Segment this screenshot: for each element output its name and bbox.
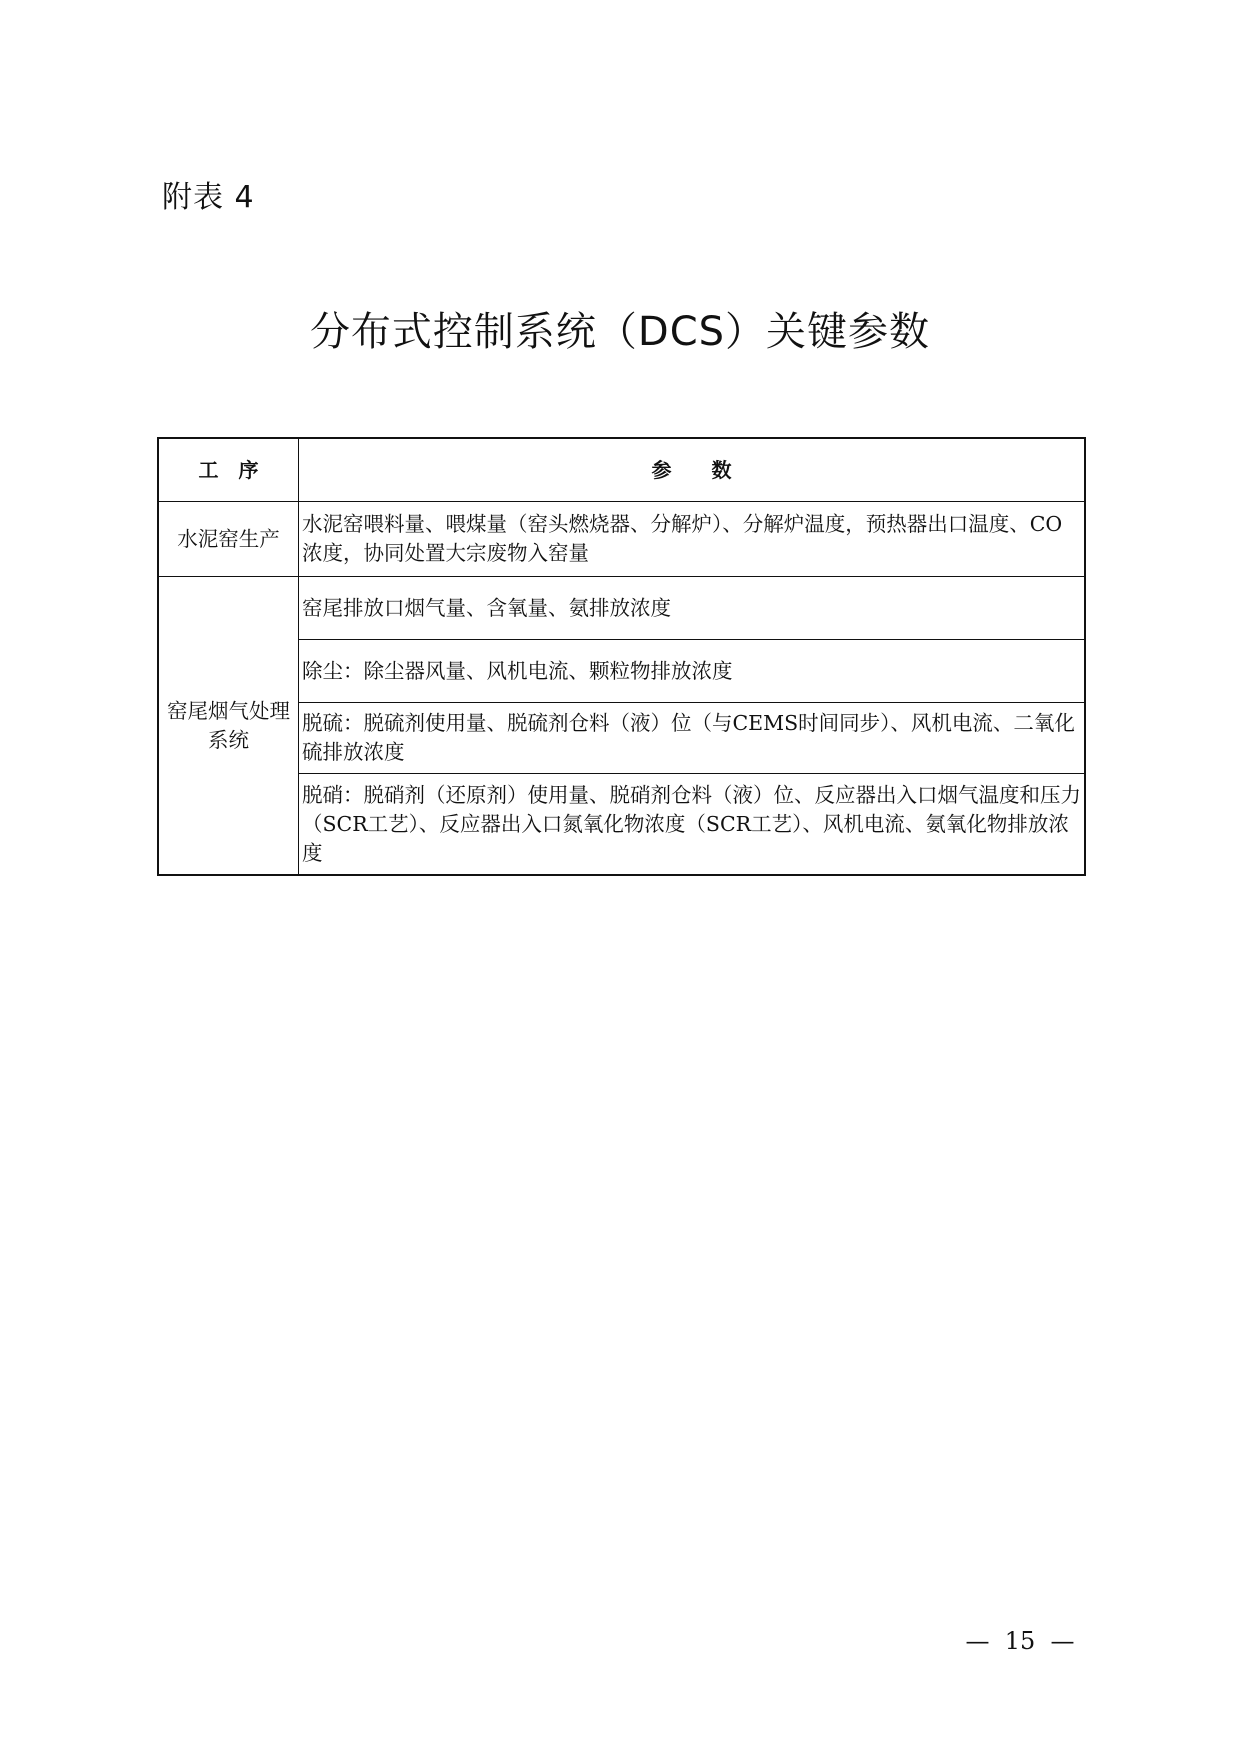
page-title: 分布式控制系统（DCS）关键参数 bbox=[309, 309, 931, 355]
table-header-row bbox=[158, 438, 1085, 502]
params-cell: 水泥窑喂料量、喂煤量（窑头燃烧器、分解炉）、分解炉温度，预热器出口温度、CO浓度，协同处置大宗废物入窑量 bbox=[299, 502, 1086, 577]
params-cell: 脱硝：脱硝剂（还原剂）使用量、脱硝剂仓料（液）位、反应器出入口烟气温度和压力（SCR工艺）、反应器出入口氮氧化物浓度（SCR工艺）、风机电流、氨氧化物排放浓度 bbox=[299, 774, 1086, 876]
table-row bbox=[158, 502, 1085, 577]
params-cell: 除尘：除尘器风量、风机电流、颗粒物排放浓度 bbox=[299, 640, 1086, 703]
header-process: 工 序 bbox=[158, 438, 299, 502]
params-cell: 窑尾排放口烟气量、含氧量、氨排放浓度 bbox=[299, 577, 1086, 640]
header-params: 参 数 bbox=[299, 438, 1086, 502]
appendix-label: 附表 4 bbox=[162, 180, 255, 215]
dcs-parameters-table bbox=[157, 437, 1086, 876]
page-number: — 15 — bbox=[965, 1627, 1075, 1655]
process-cell: 水泥窑生产 bbox=[158, 502, 299, 577]
table-row bbox=[158, 577, 1085, 640]
process-cell: 窑尾烟气处理系统 bbox=[158, 577, 299, 876]
params-cell: 脱硫：脱硫剂使用量、脱硫剂仓料（液）位（与CEMS时间同步）、风机电流、二氧化硫排放浓度 bbox=[299, 703, 1086, 774]
